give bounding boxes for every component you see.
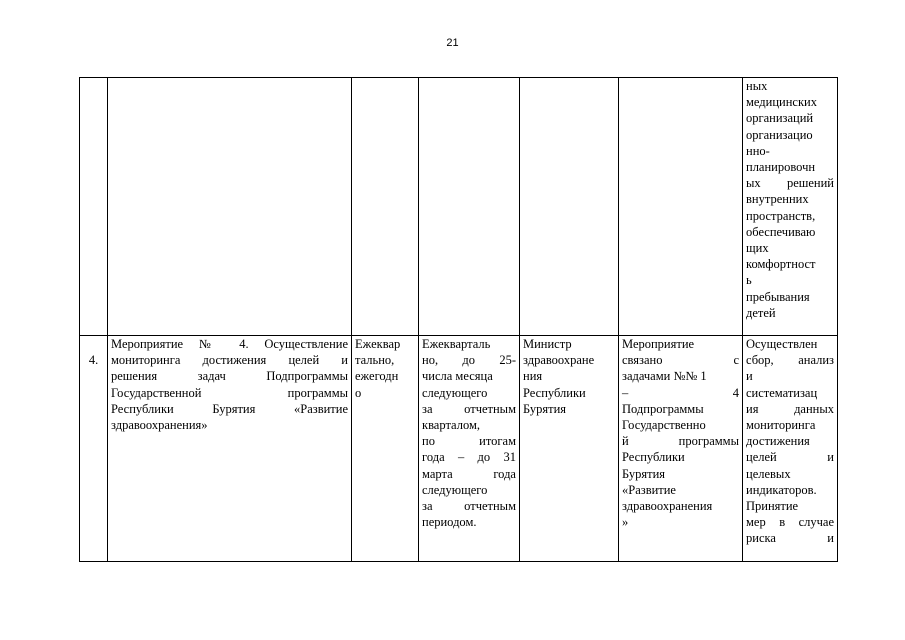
cell-text: ных медицинских организаций организацио нно- планировочн ых решений внутренних пространств, обеспечиваю щих комфортност ь пребывания детей xyxy=(746,79,834,320)
table-cell: Мероприятие связано с задачами №№ 1 – 4 Подпрограммы Государственно й программы Республики Бурятия «Развитие здравоохранения » xyxy=(619,336,743,562)
table-cell: Ежекварталь но, до 25- числа месяца следующего за отчетным кварталом, по итогам года – до 31 марта года следующего за отчетным периодом. xyxy=(419,336,520,562)
table-cell xyxy=(108,78,352,336)
activities-table xyxy=(79,77,838,562)
table-cell xyxy=(619,78,743,336)
row-number: 4. xyxy=(80,336,108,562)
table-cell xyxy=(352,78,419,336)
table-row xyxy=(80,336,838,562)
table-cell xyxy=(743,78,838,336)
table-cell xyxy=(520,78,619,336)
table-cell: Министр здравоохране ния Республики Бурятия xyxy=(520,336,619,562)
table-row xyxy=(80,78,838,336)
table-cell: Осуществлен сбор, анализ и систематизац ия данных мониторинга достижения целей и целевых индикаторов. Принятие мер в случае риска и xyxy=(743,336,838,562)
table-cell xyxy=(419,78,520,336)
table-cell xyxy=(80,78,108,336)
page-number: 21 xyxy=(446,37,459,49)
table-cell: Ежеквар тально, ежегодн о xyxy=(352,336,419,562)
table-cell: Мероприятие № 4. Осуществление мониторинга достижения целей и решения задач Подпрограммы Государственной программы Республики Бурятия «Развитие здравоохранения» xyxy=(108,336,352,562)
